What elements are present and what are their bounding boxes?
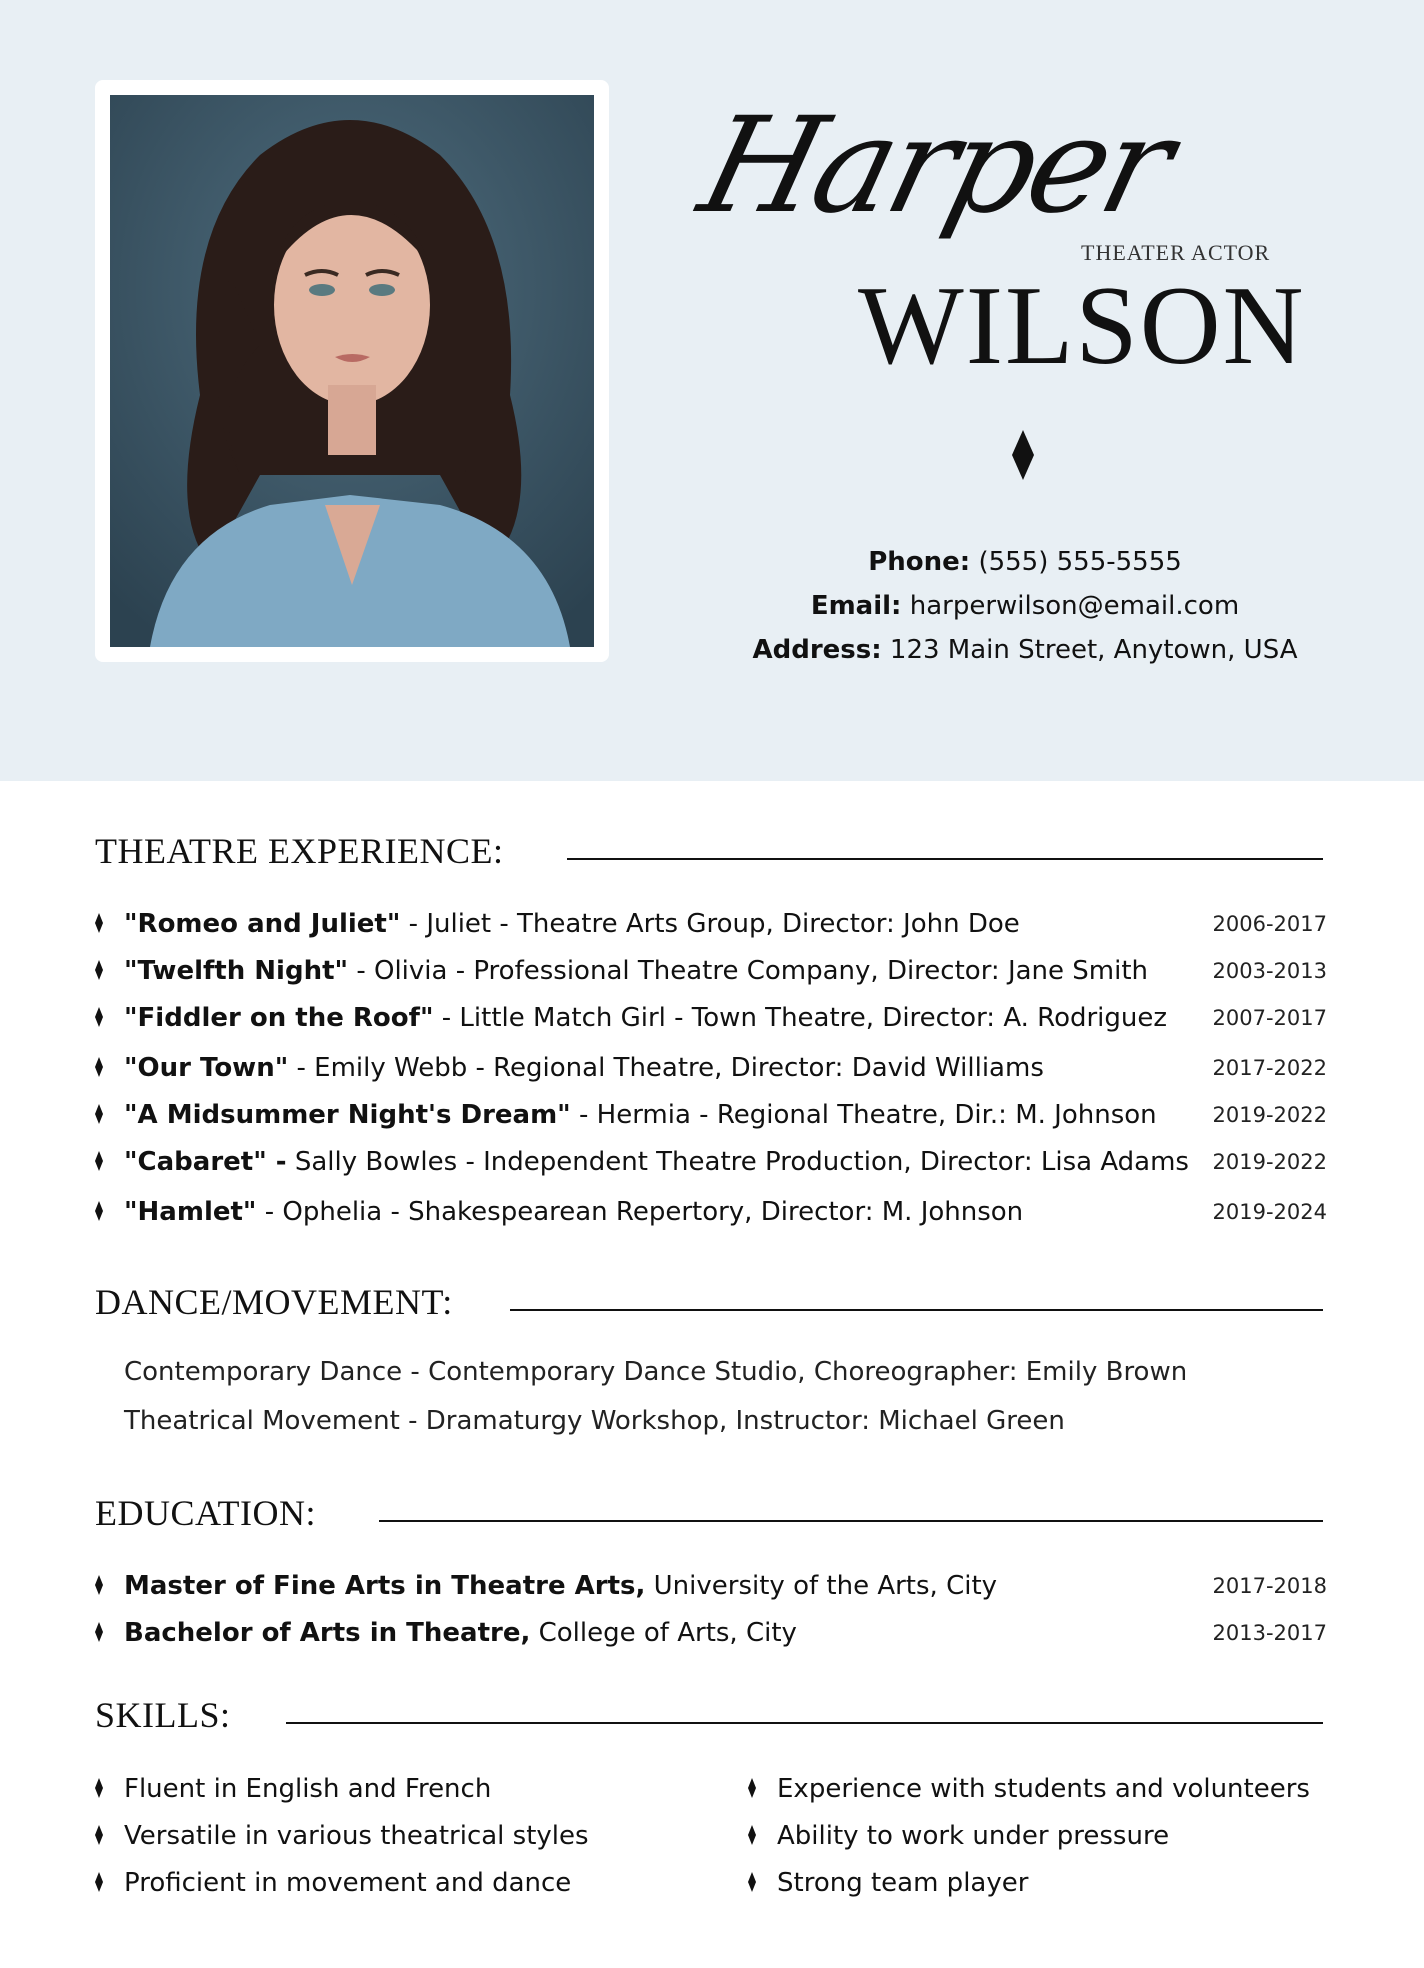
theatre-row [95, 1095, 1327, 1135]
diamond-bullet-icon [95, 1778, 103, 1798]
entry-years: 2019-2024 [1212, 1200, 1327, 1224]
entry-years: 2019-2022 [1212, 1150, 1327, 1174]
diamond-bullet-icon [95, 1104, 103, 1124]
entry-years: 2006-2017 [1212, 912, 1327, 936]
diamond-bullet-icon [748, 1825, 756, 1845]
role-details: - Olivia - Professional Theatre Company, Director: Jane Smith [348, 956, 1149, 986]
degree-name: Master of Fine Arts in Theatre Arts, [124, 1571, 646, 1601]
play-title: "Twelfth Night" [124, 956, 349, 986]
skill-text: Strong team player [777, 1868, 1029, 1898]
entry-years: 2017-2022 [1212, 1056, 1327, 1080]
diamond-bullet-icon [95, 1622, 103, 1642]
theatre-entry [124, 1142, 1189, 1182]
skill-text: Ability to work under pressure [777, 1821, 1170, 1851]
diamond-bullet-icon [95, 960, 103, 980]
entry-years: 2007-2017 [1212, 1006, 1327, 1030]
section-divider [379, 1520, 1323, 1522]
play-title: "Hamlet" [124, 1197, 257, 1227]
email-value: harperwilson@email.com [909, 591, 1240, 621]
portrait-photo [110, 95, 594, 647]
phone-line [700, 540, 1350, 584]
degree-name: Bachelor of Arts in Theatre, [124, 1618, 531, 1648]
diamond-bullet-icon [748, 1778, 756, 1798]
job-title: THEATER ACTOR [1081, 240, 1271, 265]
play-title: "Fiddler on the Roof" [124, 1003, 434, 1033]
role-details: Sally Bowles - Independent Theatre Production, Director: Lisa Adams [286, 1147, 1189, 1177]
entry-years: 2013-2017 [1212, 1621, 1327, 1645]
institution: University of the Arts, City [645, 1571, 998, 1601]
address-line [700, 628, 1350, 672]
dance-entry: Contemporary Dance - Contemporary Dance Studio, Choreographer: Emily Brown [124, 1357, 1188, 1387]
skill-text: Experience with students and volunteers [777, 1774, 1310, 1804]
theatre-row [95, 1192, 1327, 1232]
diamond-bullet-icon [95, 1151, 103, 1171]
diamond-ornament-icon [1012, 430, 1034, 480]
entry-years: 2003-2013 [1212, 959, 1327, 983]
theatre-row [95, 951, 1327, 991]
education-row [95, 1566, 1327, 1606]
theatre-row [95, 1142, 1327, 1182]
diamond-bullet-icon [95, 913, 103, 933]
phone-value: (555) 555-5555 [978, 547, 1182, 577]
address-label: Address: [752, 635, 882, 665]
last-name: WILSON [858, 264, 1306, 388]
email-label: Email: [810, 591, 902, 621]
theatre-entry [124, 904, 1020, 944]
role-details: - Ophelia - Shakespearean Repertory, Director: M. Johnson [256, 1197, 1024, 1227]
theatre-row [95, 998, 1327, 1038]
skill-text: Versatile in various theatrical styles [124, 1821, 589, 1851]
dance-section-title: DANCE/MOVEMENT: [95, 1282, 453, 1322]
email-line [700, 584, 1350, 628]
skill-text: Fluent in English and French [124, 1774, 492, 1804]
theatre-row [95, 1048, 1327, 1088]
institution: College of Arts, City [530, 1618, 797, 1648]
dance-entry: Theatrical Movement - Dramaturgy Workshop, Instructor: Michael Green [124, 1406, 1065, 1436]
address-value: 123 Main Street, Anytown, USA [889, 635, 1298, 665]
portrait-frame [95, 80, 609, 662]
name-block [686, 89, 1306, 400]
diamond-bullet-icon [95, 1057, 103, 1077]
diamond-bullet-icon [95, 1201, 103, 1221]
education-section-title: EDUCATION: [95, 1493, 316, 1533]
theatre-section-title: THEATRE EXPERIENCE: [95, 831, 504, 871]
skill-text: Proficient in movement and dance [124, 1868, 572, 1898]
theatre-entry [124, 1192, 1023, 1232]
first-name: Harper [686, 89, 1184, 243]
role-details: - Hermia - Regional Theatre, Dir.: M. Johnson [570, 1100, 1157, 1130]
theatre-row [95, 904, 1327, 944]
theatre-entry [124, 1095, 1157, 1135]
section-divider [286, 1722, 1323, 1724]
section-divider [510, 1309, 1323, 1311]
skills-section-title: SKILLS: [95, 1695, 231, 1735]
theatre-entry [124, 998, 1167, 1038]
theatre-entry [124, 951, 1148, 991]
contact-info [700, 540, 1350, 672]
role-details: - Little Match Girl - Town Theatre, Director: A. Rodriguez [433, 1003, 1168, 1033]
entry-years: 2017-2018 [1212, 1574, 1327, 1598]
section-divider [567, 858, 1323, 860]
play-title: "Romeo and Juliet" [124, 909, 401, 939]
diamond-bullet-icon [748, 1872, 756, 1892]
play-title: "Cabaret" - [124, 1147, 287, 1177]
theatre-entry [124, 1048, 1044, 1088]
diamond-bullet-icon [95, 1872, 103, 1892]
role-details: - Juliet - Theatre Arts Group, Director: John Doe [400, 909, 1020, 939]
phone-label: Phone: [868, 547, 971, 577]
diamond-bullet-icon [95, 1575, 103, 1595]
diamond-bullet-icon [95, 1007, 103, 1027]
education-row [95, 1613, 1327, 1653]
diamond-bullet-icon [95, 1825, 103, 1845]
role-details: - Emily Webb - Regional Theatre, Director: David Williams [288, 1053, 1044, 1083]
entry-years: 2019-2022 [1212, 1103, 1327, 1127]
education-entry [124, 1566, 997, 1606]
play-title: "A Midsummer Night's Dream" [124, 1100, 571, 1130]
play-title: "Our Town" [124, 1053, 289, 1083]
education-entry [124, 1613, 797, 1653]
